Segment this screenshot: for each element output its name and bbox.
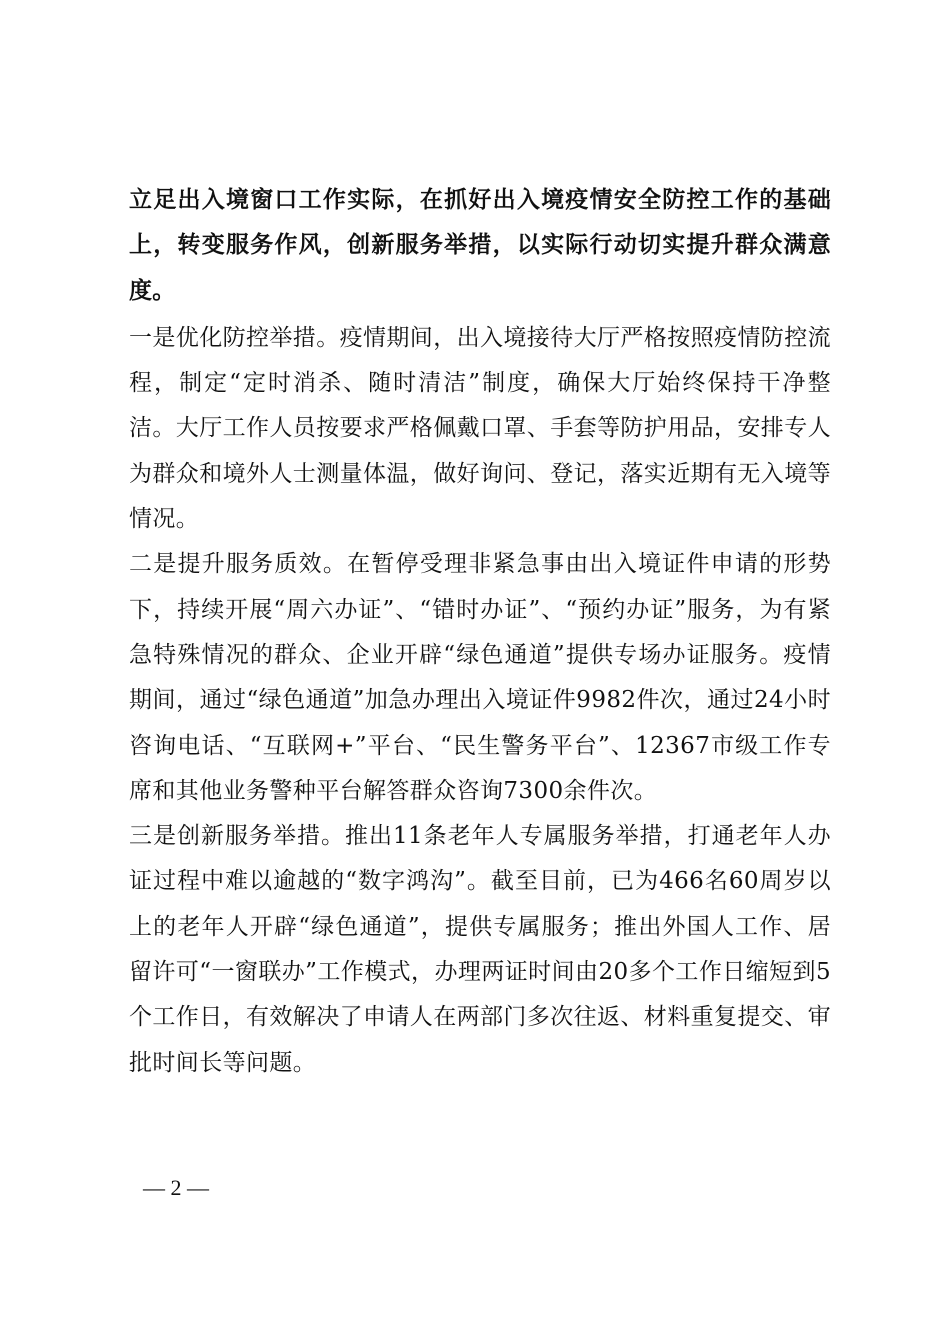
paragraph-improve-service: 二是提升服务质效。在暂停受理非紧急事由出入境证件申请的形势下，持续开展“周六办证”、“错时办证”、“预约办证”服务，为有紧急特殊情况的群众、企业开辟“绿色通道”提供专场办证服务。疫情期间，通过“绿色通道”加急办理出入境证件9982件次，通过24小时咨询电话、“互联网+”平台、“民生警务平台”、12367市级工作专席和其他业务警种平台解答群众咨询7300余件次。 bbox=[129, 551, 831, 804]
paragraph-innovate-service: 三是创新服务举措。推出11条老年人专属服务举措，打通老年人办证过程中难以逾越的“数字鸿沟”。截至目前，已为466名60周岁以上的老年人开辟“绿色通道”，提供专属服务；推出外国人工作、居留许可“一窗联办”工作模式，办理两证时间由20多个工作日缩短到5个工作日，有效解决了申请人在两部门多次往返、材料重复提交、审批时间长等问题。 bbox=[129, 823, 831, 1076]
paragraph-optimize-prevention: 一是优化防控举措。疫情期间，出入境接待大厅严格按照疫情防控流程，制定“定时消杀、随时清洁”制度，确保大厅始终保持干净整洁。大厅工作人员按要求严格佩戴口罩、手套等防护用品，安排专人为群众和境外人士测量体温，做好询问、登记，落实近期有无入境等情况。 bbox=[129, 324, 831, 533]
document-body bbox=[129, 178, 831, 1086]
page-number: — 2 — bbox=[143, 1175, 209, 1200]
intro-paragraph: 立足出入境窗口工作实际，在抓好出入境疫情安全防控工作的基础上，转变服务作风，创新服务举措，以实际行动切实提升群众满意度。 bbox=[129, 187, 831, 304]
